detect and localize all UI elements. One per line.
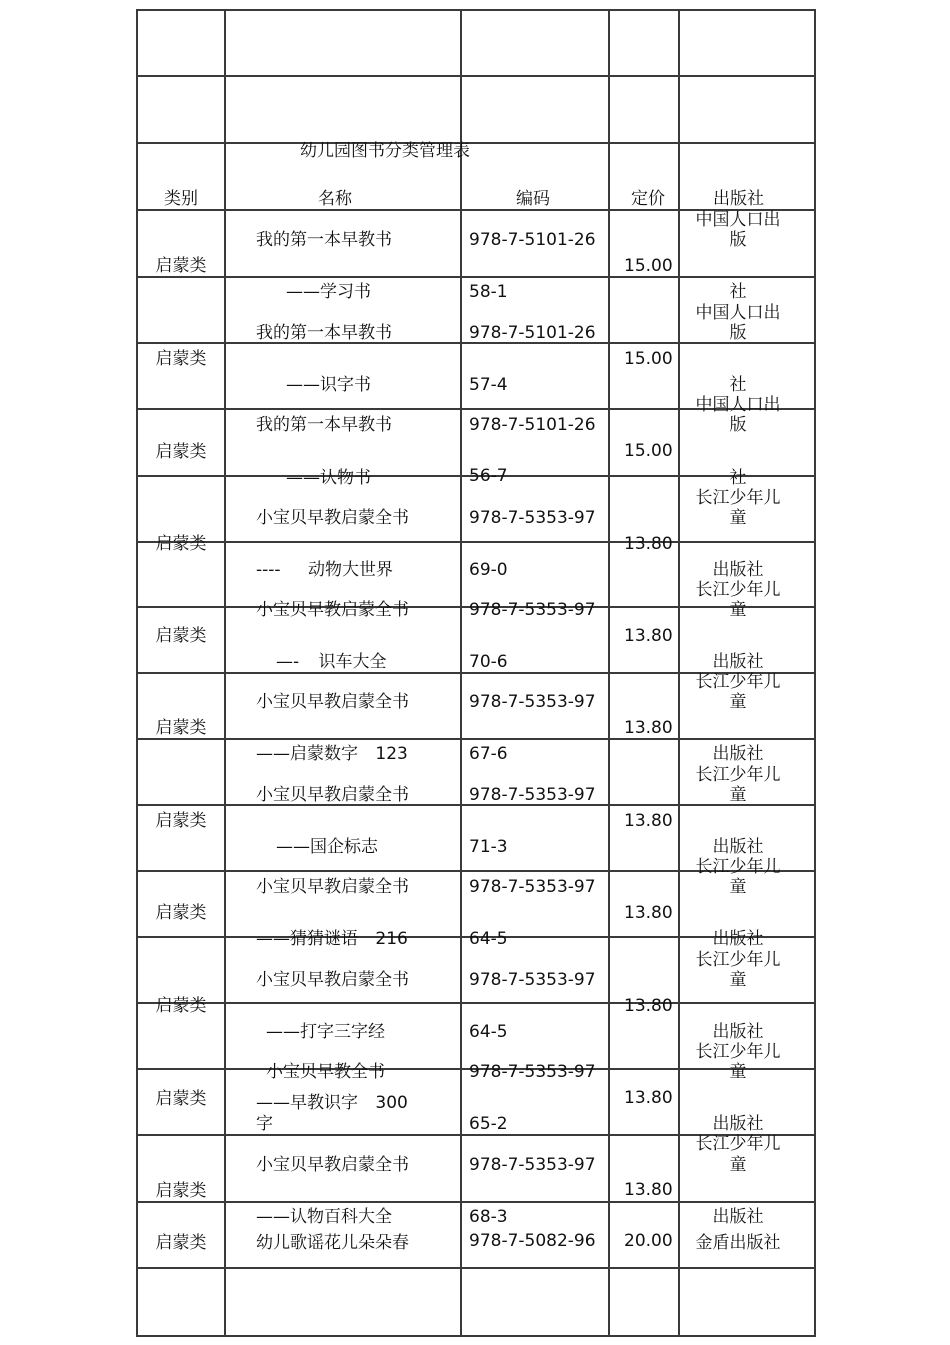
publisher-line: 出版社 xyxy=(712,929,764,949)
category-cell: 启蒙类 xyxy=(155,903,207,923)
code-part: 978-7-5353-97 xyxy=(469,1062,596,1082)
book-name: 小宝贝早教全书 xyxy=(266,1062,385,1082)
publisher-line: 长江少年儿 xyxy=(695,672,781,692)
code-suffix: 65-2 xyxy=(469,1114,508,1134)
header-publisher: 出版社 xyxy=(713,189,764,209)
grid-line xyxy=(136,1335,816,1337)
code-suffix: 68-3 xyxy=(469,1207,508,1227)
publisher-line: 长江少年儿 xyxy=(695,1042,781,1062)
header-category: 类别 xyxy=(164,189,198,209)
header-code: 编码 xyxy=(516,189,550,209)
code-suffix: 64-5 xyxy=(469,1022,508,1042)
category-cell: 启蒙类 xyxy=(155,349,207,369)
code-suffix: 70-6 xyxy=(469,652,508,672)
book-subtitle-cont: 字 xyxy=(256,1114,273,1134)
code-part: 978-7-5101-26 xyxy=(469,230,596,250)
category-cell: 启蒙类 xyxy=(155,718,207,738)
code-part: 978-7-5353-97 xyxy=(469,508,596,528)
code-part: 978-7-5353-97 xyxy=(469,1155,596,1175)
price-cell: 13.80 xyxy=(624,1180,673,1200)
publisher-line: 出版社 xyxy=(712,560,764,580)
code-part: 978-7-5353-97 xyxy=(469,600,596,620)
code-part: 978-7-5101-26 xyxy=(469,415,596,435)
grid-line xyxy=(136,1267,816,1269)
price-cell: 20.00 xyxy=(624,1231,673,1251)
book-name: 小宝贝早教启蒙全书 xyxy=(256,508,409,528)
category-cell: 启蒙类 xyxy=(155,626,207,646)
book-name: 小宝贝早教启蒙全书 xyxy=(256,970,409,990)
publisher-line: 出版社 xyxy=(712,744,764,764)
book-name: 小宝贝早教启蒙全书 xyxy=(256,785,409,805)
header-price: 定价 xyxy=(631,189,665,209)
grid-line xyxy=(136,1002,816,1004)
book-subtitle: ——启蒙数字 123 xyxy=(256,744,408,764)
publisher-line: 童 xyxy=(729,970,747,990)
code-suffix: 56-7 xyxy=(469,466,508,486)
price-cell: 13.80 xyxy=(624,626,673,646)
book-subtitle: ——认物百科大全 xyxy=(256,1207,392,1227)
grid-line xyxy=(136,738,816,740)
grid-line xyxy=(136,9,816,11)
publisher-line: 版 xyxy=(729,230,747,250)
code-part: 978-7-5101-26 xyxy=(469,323,596,343)
publisher-line: 长江少年儿 xyxy=(695,857,781,877)
price-cell: 13.80 xyxy=(624,1088,673,1108)
publisher-line: 出版社 xyxy=(712,1022,764,1042)
code-suffix: 57-4 xyxy=(469,375,508,395)
publisher-line: 长江少年儿 xyxy=(695,765,781,785)
code-part: 978-7-5353-97 xyxy=(469,692,596,712)
grid-line xyxy=(136,541,816,543)
publisher-line: 出版社 xyxy=(712,837,764,857)
category-cell: 启蒙类 xyxy=(155,1233,207,1253)
book-name: 我的第一本早教书 xyxy=(256,415,392,435)
publisher-line: 出版社 xyxy=(712,1114,764,1134)
price-cell: 13.80 xyxy=(624,534,673,554)
code-suffix: 71-3 xyxy=(469,837,508,857)
publisher-line: 出版社 xyxy=(712,652,764,672)
code-suffix: 64-5 xyxy=(469,929,508,949)
publisher-line: 中国人口出 xyxy=(695,210,781,230)
book-name: 小宝贝早教启蒙全书 xyxy=(256,692,409,712)
category-cell: 启蒙类 xyxy=(155,811,207,831)
publisher-line: 社 xyxy=(729,282,747,302)
book-name: 我的第一本早教书 xyxy=(256,230,392,250)
book-name: 小宝贝早教启蒙全书 xyxy=(256,600,409,620)
book-subtitle: ——早教识字 300 xyxy=(256,1093,408,1113)
header-name: 名称 xyxy=(318,189,352,209)
publisher-line: 童 xyxy=(729,877,747,897)
category-cell: 启蒙类 xyxy=(155,1089,207,1109)
publisher-line: 长江少年儿 xyxy=(695,950,781,970)
book-name: 小宝贝早教启蒙全书 xyxy=(256,1155,409,1175)
category-cell: 启蒙类 xyxy=(155,442,207,462)
code-part: 978-7-5353-97 xyxy=(469,877,596,897)
publisher-line: 童 xyxy=(729,1062,747,1082)
publisher-line: 中国人口出 xyxy=(695,395,781,415)
publisher-line: 童 xyxy=(729,1155,747,1175)
price-cell: 15.00 xyxy=(624,441,673,461)
code-part: 978-7-5082-96 xyxy=(469,1231,596,1251)
book-subtitle: ——学习书 xyxy=(286,282,371,302)
book-name: 小宝贝早教启蒙全书 xyxy=(256,877,409,897)
page-title: 幼儿园图书分类管理表 xyxy=(300,141,470,161)
price-cell: 15.00 xyxy=(624,256,673,276)
publisher-line: 版 xyxy=(729,415,747,435)
grid-line xyxy=(136,276,816,278)
publisher-line: 童 xyxy=(729,785,747,805)
book-subtitle: ——认物书 xyxy=(286,468,371,488)
book-name: 我的第一本早教书 xyxy=(256,323,392,343)
grid-line xyxy=(136,1201,816,1203)
publisher-line: 社 xyxy=(729,468,747,488)
category-cell: 启蒙类 xyxy=(155,996,207,1016)
code-suffix: 69-0 xyxy=(469,560,508,580)
book-subtitle: ---- 动物大世界 xyxy=(256,560,393,580)
publisher-line: 童 xyxy=(729,600,747,620)
publisher-line: 长江少年儿 xyxy=(695,488,781,508)
category-cell: 启蒙类 xyxy=(155,256,207,276)
book-name: 幼儿歌谣花儿朵朵春 xyxy=(256,1233,409,1253)
price-cell: 15.00 xyxy=(624,349,673,369)
price-cell: 13.80 xyxy=(624,903,673,923)
code-suffix: 67-6 xyxy=(469,744,508,764)
book-subtitle: ——识字书 xyxy=(286,375,371,395)
publisher-line: 出版社 xyxy=(712,1207,764,1227)
book-subtitle: ——国企标志 xyxy=(276,837,378,857)
code-part: 978-7-5353-97 xyxy=(469,970,596,990)
publisher-line: 金盾出版社 xyxy=(695,1233,781,1253)
publisher-line: 长江少年儿 xyxy=(695,1134,781,1154)
grid-line xyxy=(136,75,816,77)
book-subtitle: ——打字三字经 xyxy=(266,1022,385,1042)
publisher-line: 童 xyxy=(729,692,747,712)
category-cell: 启蒙类 xyxy=(155,534,207,554)
code-suffix: 58-1 xyxy=(469,282,508,302)
publisher-line: 童 xyxy=(729,508,747,528)
book-subtitle: —- 识车大全 xyxy=(276,652,387,672)
book-subtitle: ——猜猜谜语 216 xyxy=(256,929,408,949)
category-cell: 启蒙类 xyxy=(155,1181,207,1201)
publisher-line: 社 xyxy=(729,375,747,395)
code-part: 978-7-5353-97 xyxy=(469,785,596,805)
grid-line xyxy=(136,142,816,144)
publisher-line: 中国人口出 xyxy=(695,303,781,323)
price-cell: 13.80 xyxy=(624,811,673,831)
price-cell: 13.80 xyxy=(624,996,673,1016)
price-cell: 13.80 xyxy=(624,718,673,738)
publisher-line: 版 xyxy=(729,323,747,343)
publisher-line: 长江少年儿 xyxy=(695,580,781,600)
